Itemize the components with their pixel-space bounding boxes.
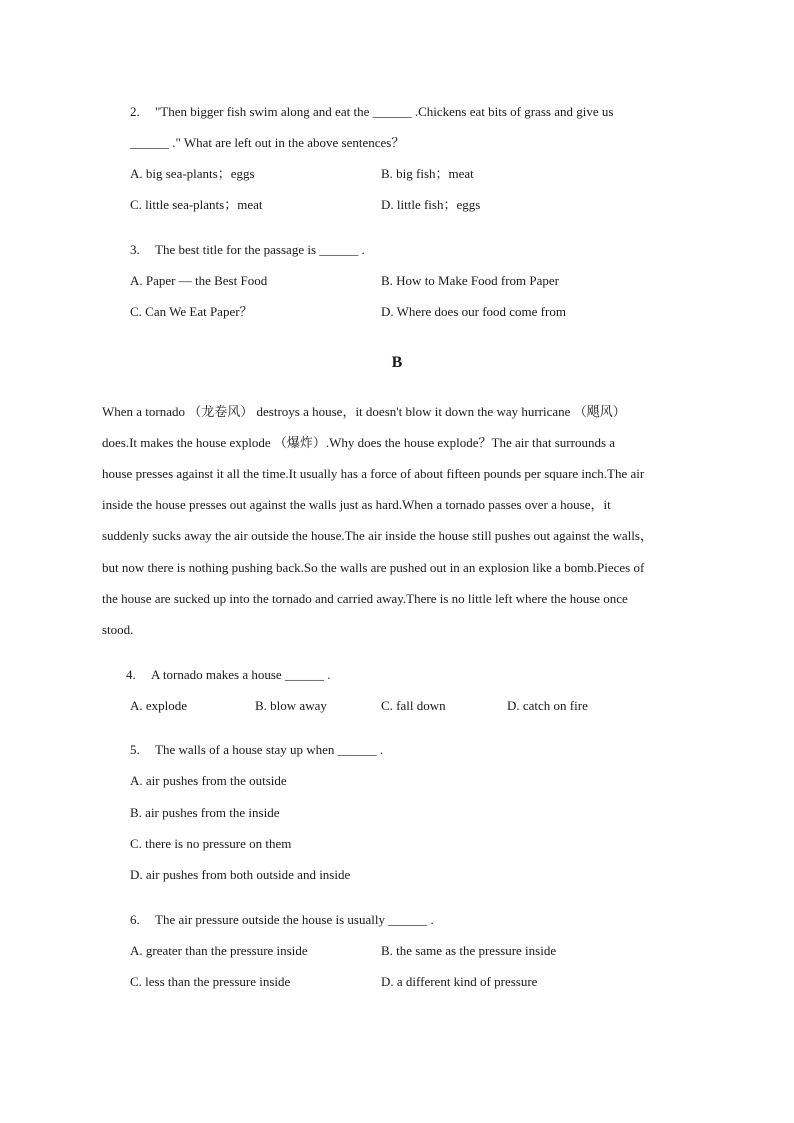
q3-option-b[interactable]: B. How to Make Food from Paper bbox=[381, 273, 560, 288]
q4-option-b[interactable]: B. blow away bbox=[255, 698, 327, 713]
q6-option-a[interactable]: A. greater than the pressure inside bbox=[130, 943, 308, 958]
q2-stem-line1 bbox=[130, 104, 613, 120]
q3-stem bbox=[130, 242, 365, 258]
passage-line: the house are sucked up into the tornado and carried away.There is no little left where the house once bbox=[102, 591, 628, 606]
q5-option-b[interactable]: B. air pushes from the inside bbox=[130, 805, 280, 820]
q5-option-d[interactable]: D. air pushes from both outside and inside bbox=[130, 867, 351, 882]
q2-option-b[interactable]: B. big fish；meat bbox=[381, 166, 474, 181]
passage-line: suddenly sucks away the air outside the house.The air inside the house still pushes out against the walls， bbox=[102, 528, 653, 543]
q2-text-line1: "Then bigger fish swim along and eat the ______ .Chickens eat bits of grass and give us bbox=[155, 104, 614, 119]
q2-option-d[interactable]: D. little fish；eggs bbox=[381, 197, 481, 212]
passage-line: inside the house presses out against the walls just as hard.When a tornado passes over a house，it bbox=[102, 497, 611, 512]
q4-number: 4. bbox=[126, 667, 136, 682]
q6-stem bbox=[130, 912, 434, 928]
q5-stem bbox=[130, 742, 383, 758]
section-b-title: B bbox=[391, 354, 403, 371]
q6-option-d[interactable]: D. a different kind of pressure bbox=[381, 974, 538, 989]
q2-option-a[interactable]: A. big sea-plants；eggs bbox=[130, 166, 255, 181]
q4-option-d[interactable]: D. catch on fire bbox=[507, 698, 588, 713]
q6-number: 6. bbox=[130, 912, 140, 927]
q4-option-a[interactable]: A. explode bbox=[130, 698, 188, 713]
q5-option-a[interactable]: A. air pushes from the outside bbox=[130, 773, 287, 788]
passage-line: When a tornado （龙卷风） destroys a house，it doesn't blow it down the way hurricane （飓风） bbox=[102, 404, 626, 419]
q5-option-c[interactable]: C. there is no pressure on them bbox=[130, 836, 292, 851]
q2-number: 2. bbox=[130, 104, 140, 119]
q3-text: The best title for the passage is ______ . bbox=[155, 242, 365, 257]
q6-text: The air pressure outside the house is usually ______ . bbox=[155, 912, 434, 927]
q3-option-d[interactable]: D. Where does our food come from bbox=[381, 304, 566, 319]
q2-option-c[interactable]: C. little sea-plants；meat bbox=[130, 197, 263, 212]
q3-number: 3. bbox=[130, 242, 140, 257]
passage-line: but now there is nothing pushing back.So the walls are pushed out in an explosion like a bomb.Pieces of bbox=[102, 560, 645, 575]
q4-option-c[interactable]: C. fall down bbox=[381, 698, 446, 713]
passage-line: does.It makes the house explode （爆炸）.Why does the house explode？The air that surrounds a bbox=[102, 435, 616, 450]
q6-option-c[interactable]: C. less than the pressure inside bbox=[130, 974, 291, 989]
q3-option-a[interactable]: A. Paper — the Best Food bbox=[130, 273, 268, 288]
q4-stem bbox=[126, 667, 330, 683]
q6-option-b[interactable]: B. the same as the pressure inside bbox=[381, 943, 557, 958]
q3-option-c[interactable]: C. Can We Eat Paper？ bbox=[130, 304, 253, 319]
q5-text: The walls of a house stay up when ______ . bbox=[155, 742, 384, 757]
passage-line: house presses against it all the time.It usually has a force of about fifteen pounds per square inch.The air bbox=[102, 466, 645, 481]
q4-text: A tornado makes a house ______ . bbox=[151, 667, 331, 682]
q2-stem-line2: ______ ." What are left out in the above sentences？ bbox=[130, 135, 405, 150]
q5-number: 5. bbox=[130, 742, 140, 757]
passage-line: stood. bbox=[102, 622, 134, 637]
